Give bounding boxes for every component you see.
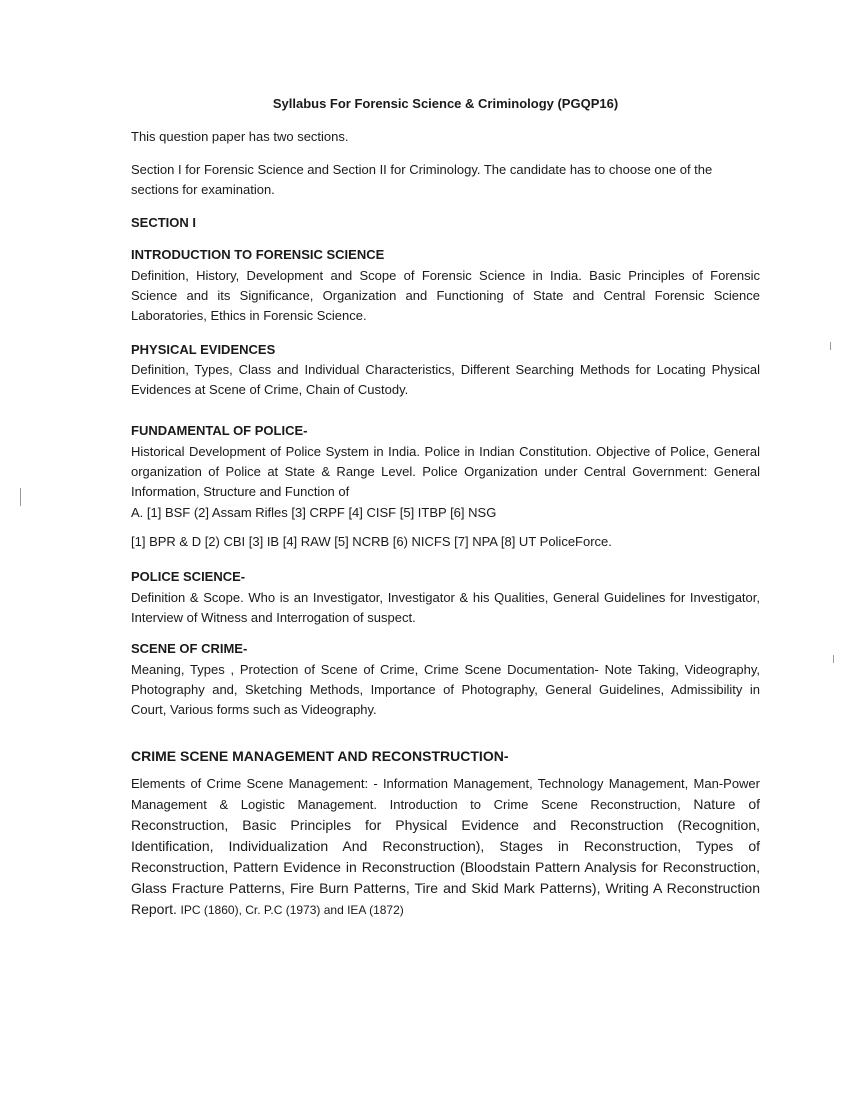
section-label: SECTION I: [131, 215, 197, 230]
document-title: Syllabus For Forensic Science & Criminology (PGQP16): [272, 96, 619, 111]
heading-police-science: POLICE SCIENCE-: [131, 569, 246, 584]
heading-fundamental-police: FUNDAMENTAL OF POLICE-: [131, 423, 308, 438]
body-physical-evidences: Definition, Types, Class and Individual Characteristics, Different Searching Methods for Locating Physical Evidences at Scene of Crime, Chain of Custody.: [131, 362, 760, 397]
police-list-a: A. [1] BSF (2] Assam Rifles [3] CRPF [4] CISF [5] ITBP [6] NSG: [131, 505, 497, 520]
heading-intro-forensic: INTRODUCTION TO FORENSIC SCIENCE: [131, 247, 385, 262]
margin-mark-right-1: [830, 342, 831, 350]
body-scene-of-crime: Meaning, Types , Protection of Scene of Crime, Crime Scene Documentation- Note Taking, Videography, Photography and, Sketching Methods, Importance of Photography, General Guidelines, Admissibility in Court, Various forms such as Videography.: [131, 662, 760, 717]
body-csm-part2: Nature of Reconstruction, Basic Principles for Physical Evidence and Reconstruction (Recognition, Identification, Individualization And Reconstruction), Stages in Reconstruction, Types of Reconstruction, Pattern Evidence in Reconstruction (Bloodstain Pattern Analysis for Reconstruction, Glass Fracture Patterns, Fire Burn Patterns, Tire and Skid Mark Patterns), Writing A Reconstruction Report.: [131, 796, 760, 917]
body-police-science: Definition & Scope. Who is an Investigator, Investigator & his Qualities, General Guidelines for Investigator, Interview of Witness and Interrogation of suspect.: [131, 590, 760, 625]
body-intro-forensic: Definition, History, Development and Scope of Forensic Science in India. Basic Principles of Forensic Science and its Significance, Organization and Functioning of State and Central Forensic Science Laboratories, Ethics in Forensic Science.: [131, 268, 760, 323]
intro-line-1: This question paper has two sections.: [131, 129, 349, 144]
body-csm-part1: Elements of Crime Scene Management: - Information Management, Technology Management, Man-Power Management & Logistic Management. Introduction to Crime Scene Reconstruction,: [131, 776, 760, 812]
intro-line-2: Section I for Forensic Science and Section II for Criminology. The candidate has to choose one of the sections for examination.: [131, 162, 713, 197]
body-crime-scene-management: [131, 774, 760, 920]
police-list-b: [1] BPR & D [2) CBI [3] IB [4] RAW [5] NCRB [6) NICFS [7] NPA [8] UT PoliceForce.: [131, 534, 612, 549]
margin-mark-right-2: [833, 655, 834, 663]
heading-physical-evidences: PHYSICAL EVIDENCES: [131, 342, 276, 357]
heading-crime-scene-management: CRIME SCENE MANAGEMENT AND RECONSTRUCTION-: [131, 748, 509, 764]
body-fundamental-police: Historical Development of Police System in India. Police in Indian Constitution. Objective of Police, General organization of Police at State & Range Level. Police Organization under Central Government: General Information, Structure and Function of: [131, 444, 760, 499]
body-csm-part3: IPC (1860), Cr. P.C (1973) and IEA (1872): [180, 903, 404, 917]
margin-mark-left: [20, 488, 21, 506]
heading-scene-of-crime: SCENE OF CRIME-: [131, 641, 248, 656]
